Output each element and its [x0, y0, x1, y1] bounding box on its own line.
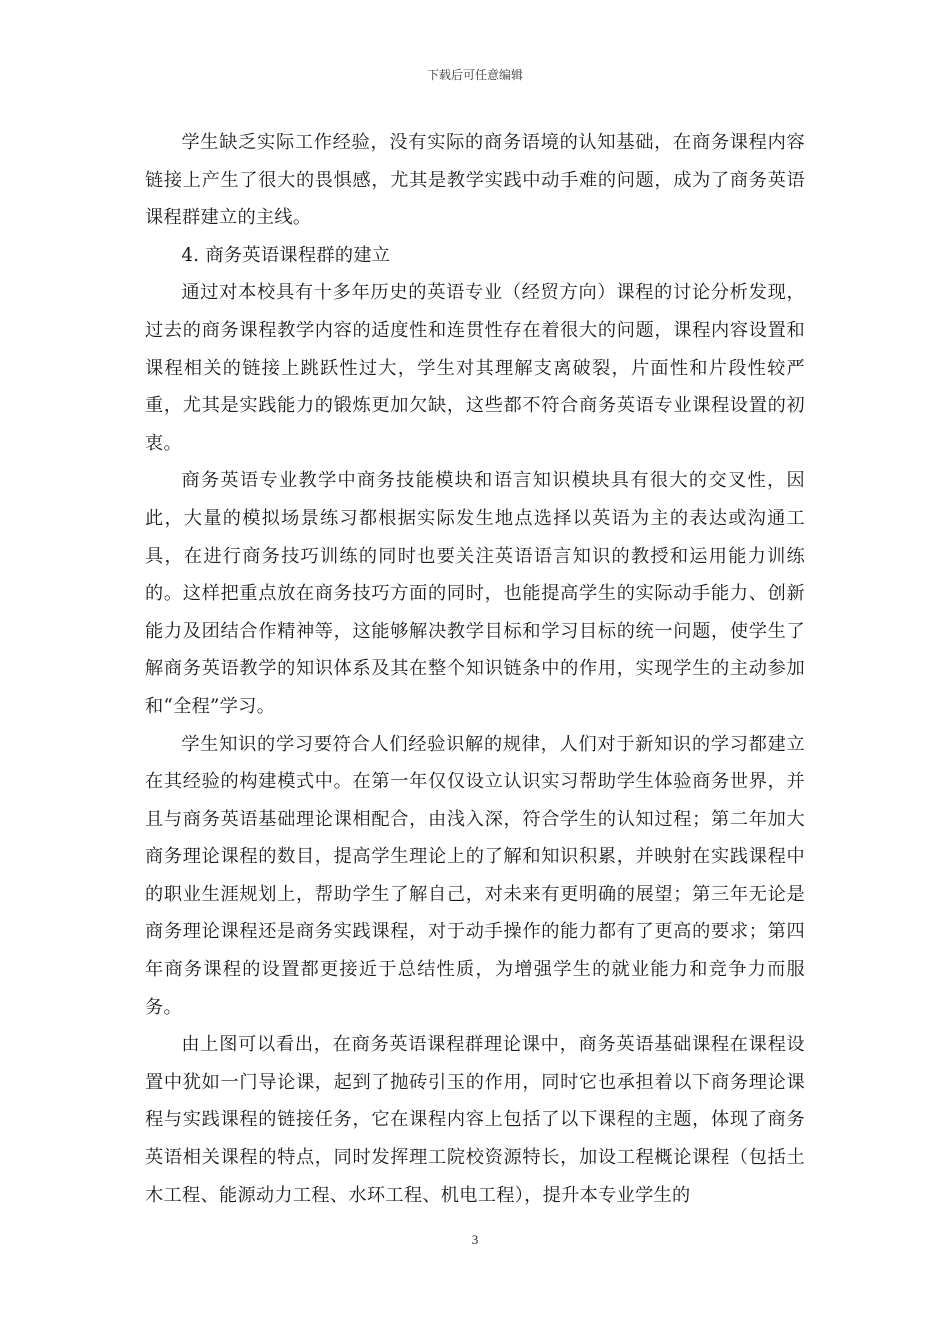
page-number: 3 — [471, 1232, 479, 1247]
paragraph-1: 学生缺乏实际工作经验，没有实际的商务语境的认知基础，在商务课程内容链接上产生了很大的畏惧感，尤其是教学实践中动手难的问题，成为了商务英语课程群建立的主线。 — [145, 132, 805, 229]
section-heading: 4. 商务英语课程群的建立 — [181, 244, 391, 266]
document-body — [145, 124, 805, 1214]
paragraph-5: 由上图可以看出，在商务英语课程群理论课中，商务英语基础课程在课程设置中犹如一门导论课，起到了抛砖引玉的作用，同时它也承担着以下商务理论课程与实践课程的链接任务，它在课程内容上包括了以下课程的主题，体现了商务英语相关课程的特点，同时发挥理工院校资源特长，加设工程概论课程（包括土木工程、能源动力工程、水环工程、机电工程），提升本专业学生的 — [145, 1034, 805, 1206]
paragraph-2: 通过对本校具有十多年历史的英语专业（经贸方向）课程的讨论分析发现，过去的商务课程教学内容的适度性和连贯性存在着很大的问题，课程内容设置和课程相关的链接上跳跃性过大，学生对其理解支离破裂，片面性和片段性较严重，尤其是实践能力的锻炼更加欠缺，这些都不符合商务英语专业课程设置的初衷。 — [145, 282, 805, 454]
paragraph-3: 商务英语专业教学中商务技能模块和语言知识模块具有很大的交叉性，因此，大量的模拟场景练习都根据实际发生地点选择以英语为主的表达或沟通工具，在进行商务技巧训练的同时也要关注英语语言知识的教授和运用能力训练的。这样把重点放在商务技巧方面的同时，也能提高学生的实际动手能力、创新能力及团结合作精神等，这能够解决教学目标和学习目标的统一问题，使学生了解商务英语教学的知识体系及其在整个知识链条中的作用，实现学生的主动参加和“全程”学习。 — [145, 470, 805, 717]
paragraph-4: 学生知识的学习要符合人们经验识解的规律，人们对于新知识的学习都建立在其经验的构建模式中。在第一年仅仅设立认识实习帮助学生体验商务世界，并且与商务英语基础理论课相配合，由浅入深，符合学生的认知过程；第二年加大商务理论课程的数目，提高学生理论上的了解和知识积累，并映射在实践课程中的职业生涯规划上，帮助学生了解自己，对未来有更明确的展望；第三年无论是商务理论课程还是商务实践课程，对于动手操作的能力都有了更高的要求；第四年商务课程的设置都更接近于总结性质，为增强学生的就业能力和竞争力而服务。 — [145, 733, 805, 1018]
page-header: 下载后可任意编辑 — [426, 68, 523, 82]
